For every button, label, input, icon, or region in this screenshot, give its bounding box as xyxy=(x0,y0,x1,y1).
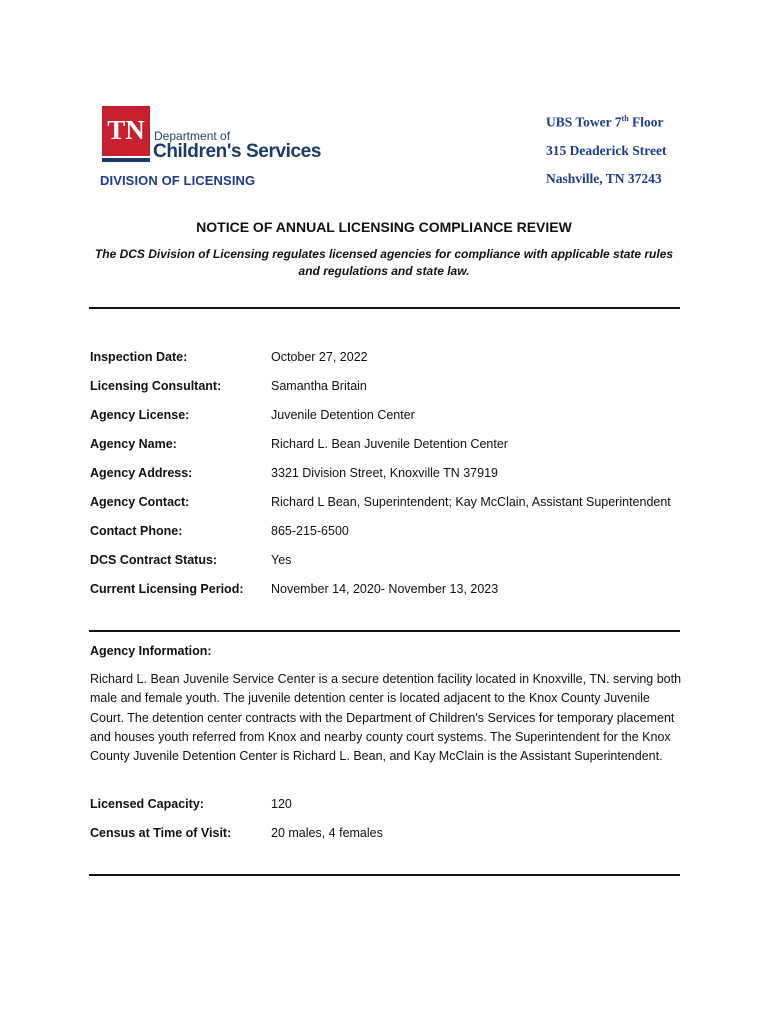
field-row-licensed-capacity xyxy=(90,797,690,817)
field-row-agency-address xyxy=(90,466,690,486)
field-value: Richard L. Bean Juvenile Detention Center xyxy=(271,437,508,451)
field-value: 20 males, 4 females xyxy=(271,826,383,840)
field-value: Juvenile Detention Center xyxy=(271,408,415,422)
address-line-1-main: UBS Tower 7 xyxy=(546,114,622,130)
tn-logo-box xyxy=(102,106,150,156)
divider-3 xyxy=(89,874,680,876)
address-line-1-end: Floor xyxy=(628,114,664,130)
field-label: Licensed Capacity: xyxy=(90,797,204,811)
field-value: Samantha Britain xyxy=(271,379,367,393)
field-row-licensing-period xyxy=(90,582,690,602)
field-label: Current Licensing Period: xyxy=(90,582,244,596)
agency-info-heading: Agency Information: xyxy=(90,644,212,658)
divider-2 xyxy=(89,630,680,632)
field-row-census xyxy=(90,826,690,846)
logo-underline-bar xyxy=(102,158,150,162)
field-row-contact-phone xyxy=(90,524,690,544)
logo-childrens-services-text: Children's Services xyxy=(153,141,322,162)
field-label: Census at Time of Visit: xyxy=(90,826,232,840)
notice-title: NOTICE OF ANNUAL LICENSING COMPLIANCE REVIEW xyxy=(196,219,572,235)
field-value: November 14, 2020- November 13, 2023 xyxy=(271,582,499,596)
dcs-logo xyxy=(102,106,322,162)
address-line-1 xyxy=(546,114,664,131)
field-label: DCS Contract Status: xyxy=(90,553,218,567)
address-line-1-sup: th xyxy=(621,114,629,123)
field-label: Agency License: xyxy=(90,408,190,422)
field-label: Contact Phone: xyxy=(90,524,183,538)
tn-logo-text: TN xyxy=(107,115,145,145)
field-label: Agency Name: xyxy=(90,437,177,451)
field-value: 865-215-6500 xyxy=(271,524,349,538)
address-line-3: Nashville, TN 37243 xyxy=(546,171,662,186)
field-row-agency-license xyxy=(90,408,690,428)
field-row-contract-status xyxy=(90,553,690,573)
field-value: Yes xyxy=(271,553,292,567)
field-label: Agency Address: xyxy=(90,466,193,480)
divider-1 xyxy=(89,307,680,309)
division-label: DIVISION OF LICENSING xyxy=(100,173,256,188)
field-row-agency-contact xyxy=(90,495,690,515)
field-label: Licensing Consultant: xyxy=(90,379,222,393)
field-value: Richard L Bean, Superintendent; Kay McClain, Assistant Superintendent xyxy=(271,495,671,509)
field-label: Inspection Date: xyxy=(90,350,188,364)
address-line-2: 315 Deaderick Street xyxy=(546,143,667,158)
notice-subtitle: The DCS Division of Licensing regulates licensed agencies for compliance with applicable state rules and regulations and state law. xyxy=(94,247,674,278)
logo-department-text: Department of xyxy=(154,129,231,143)
field-value: 120 xyxy=(271,797,292,811)
field-row-licensing-consultant xyxy=(90,379,690,399)
field-value: October 27, 2022 xyxy=(271,350,368,364)
field-value: 3321 Division Street, Knoxville TN 37919 xyxy=(271,466,498,480)
field-row-agency-name xyxy=(90,437,690,457)
agency-info-paragraph: Richard L. Bean Juvenile Service Center is a secure detention facility located in Knoxville, TN. serving both male and female youth. The juvenile detention center is located adjacent to the Knox County Juvenile Court. The detention center contracts with the Department of Children's Services for temporary placement and houses youth referred from Knox and nearby county court systems. The Superintendent for the Knox County Juvenile Detention Center is Richard L. Bean, and Kay McClain is the Assistant Superintendent. xyxy=(90,672,682,764)
field-label: Agency Contact: xyxy=(90,495,190,509)
field-row-inspection-date xyxy=(90,350,690,370)
